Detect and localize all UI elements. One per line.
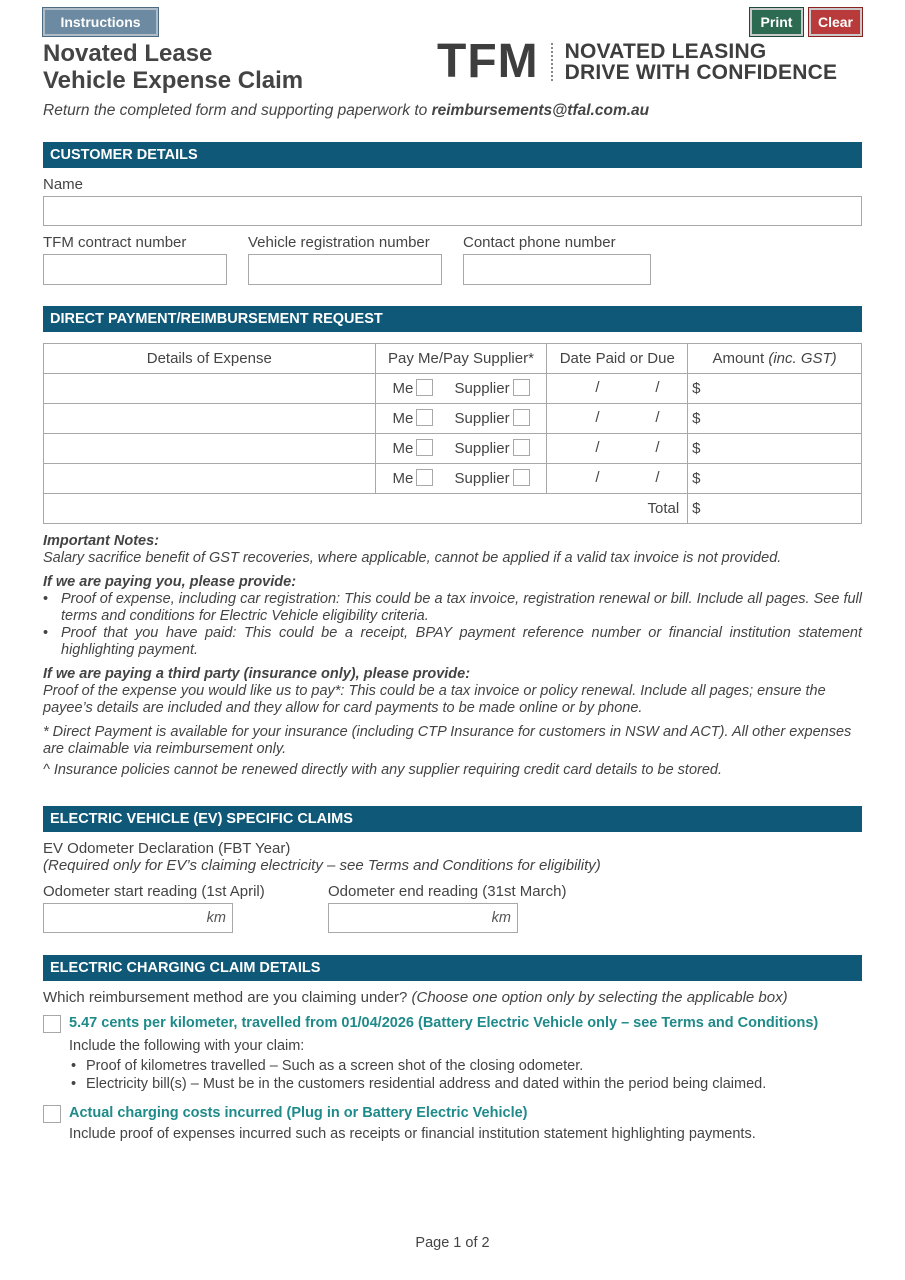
pay-cell xyxy=(375,464,547,494)
pay-you-heading: If we are paying you, please provide: xyxy=(43,574,297,590)
me-checkbox[interactable] xyxy=(416,439,433,456)
form-title xyxy=(43,40,303,94)
tagline-line-2: DRIVE WITH CONFIDENCE xyxy=(564,61,838,84)
print-button[interactable]: Print xyxy=(750,8,803,36)
option-actual-costs xyxy=(43,1105,61,1123)
expense-details-input[interactable] xyxy=(44,464,376,494)
date-input[interactable] xyxy=(547,404,688,434)
date-input[interactable] xyxy=(547,434,688,464)
date-separator: / xyxy=(655,469,660,486)
odometer-start-input[interactable] xyxy=(43,903,233,933)
per-km-option-label: 5.47 cents per kilometer, travelled from 01/04/2026 (Battery Electric Vehicle only – see Terms and Conditions) xyxy=(69,1015,819,1031)
currency-symbol: $ xyxy=(692,440,701,457)
phone-label: Contact phone number xyxy=(463,234,616,251)
important-notes-text: Salary sacrifice benefit of GST recoveries, where applicable, cannot be applied if a valid tax invoice is not provided. xyxy=(43,550,782,566)
pay-cell xyxy=(375,374,547,404)
ev-declaration-note: (Required only for EV’s claiming electricity – see Terms and Conditions for eligibility) xyxy=(43,857,601,874)
tagline-line-1: NOVATED LEASING xyxy=(564,40,767,63)
direct-payment-note: * Direct Payment is available for your insurance (including CTP Insurance for customers in NSW and ACT). All other expenses are claimable via reimbursement only. xyxy=(43,724,852,757)
date-separator: / xyxy=(655,379,660,396)
amount-input[interactable] xyxy=(688,464,862,494)
actual-costs-text: Include proof of expenses incurred such as receipts or financial institution statement highlighting payments. xyxy=(69,1126,756,1142)
ev-declaration-label: EV Odometer Declaration (FBT Year) xyxy=(43,840,291,857)
per-km-checkbox[interactable] xyxy=(43,1015,61,1033)
odometer-end-input[interactable] xyxy=(328,903,518,933)
name-label: Name xyxy=(43,176,84,193)
vehicle-rego-input[interactable] xyxy=(248,254,442,285)
expense-details-input[interactable] xyxy=(44,374,376,404)
pay-cell xyxy=(375,434,547,464)
currency-symbol: $ xyxy=(692,380,701,397)
table-row xyxy=(44,464,862,494)
date-separator: / xyxy=(655,439,660,456)
me-label: Me xyxy=(392,380,414,397)
important-notes-heading: Important Notes: xyxy=(43,533,159,549)
charging-claim-header: ELECTRIC CHARGING CLAIM DETAILS xyxy=(43,955,862,981)
supplier-checkbox[interactable] xyxy=(513,409,530,426)
list-item: • Electricity bill(s) – Must be in the customers residential address and dated within the period being claimed. xyxy=(69,1075,766,1093)
expense-table xyxy=(43,343,862,524)
col-amount-note: (inc. GST) xyxy=(768,350,837,367)
supplier-label: Supplier xyxy=(454,470,510,487)
expense-details-input[interactable] xyxy=(44,434,376,464)
third-party-heading: If we are paying a third party (insurance only), please provide: xyxy=(43,666,471,682)
per-km-requirements xyxy=(69,1057,766,1093)
return-email: reimbursements@tfal.com.au xyxy=(431,102,650,119)
pay-you-list xyxy=(43,591,862,659)
me-checkbox[interactable] xyxy=(416,379,433,396)
logo-tagline xyxy=(565,41,838,83)
amount-input[interactable] xyxy=(688,374,862,404)
title-line-1: Novated Lease xyxy=(43,40,213,67)
date-separator: / xyxy=(595,379,600,396)
supplier-checkbox[interactable] xyxy=(513,439,530,456)
me-checkbox[interactable] xyxy=(416,409,433,426)
name-input[interactable] xyxy=(43,196,862,226)
return-instructions xyxy=(43,102,649,120)
me-label: Me xyxy=(392,440,414,457)
ev-claims-header: ELECTRIC VEHICLE (EV) SPECIFIC CLAIMS xyxy=(43,806,862,832)
phone-input[interactable] xyxy=(463,254,651,285)
amount-input[interactable] xyxy=(688,434,862,464)
supplier-label: Supplier xyxy=(454,410,510,427)
date-input[interactable] xyxy=(547,464,688,494)
total-row xyxy=(44,494,862,524)
col-amount-label: Amount xyxy=(712,350,769,367)
total-amount-input[interactable] xyxy=(688,494,862,524)
logo-divider xyxy=(551,43,553,81)
date-separator: / xyxy=(595,469,600,486)
page-number: Page 1 of 2 xyxy=(415,1235,490,1251)
question-note: (Choose one option only by selecting the applicable box) xyxy=(411,989,788,1006)
list-item: • Proof of expense, including car registration: This could be a tax invoice, registration renewal or bill. Include all pages. See full terms and conditions for Electric Vehicle eligibility criteria. xyxy=(43,591,862,625)
amount-input[interactable] xyxy=(688,404,862,434)
odometer-end-label: Odometer end reading (31st March) xyxy=(328,883,567,900)
important-notes xyxy=(43,533,862,779)
title-line-2: Vehicle Expense Claim xyxy=(43,67,304,94)
question-text: Which reimbursement method are you claiming under? xyxy=(43,989,412,1006)
table-row xyxy=(44,404,862,434)
actual-costs-option-label: Actual charging costs incurred (Plug in or Battery Electric Vehicle) xyxy=(69,1105,528,1121)
contract-number-input[interactable] xyxy=(43,254,227,285)
me-label: Me xyxy=(392,470,414,487)
currency-symbol: $ xyxy=(692,470,701,487)
per-km-intro: Include the following with your claim: xyxy=(69,1038,305,1054)
total-label: Total xyxy=(44,494,688,524)
vehicle-rego-label: Vehicle registration number xyxy=(248,234,430,251)
date-separator: / xyxy=(595,439,600,456)
list-item: • Proof that you have paid: This could be a receipt, BPAY payment reference number or financial institution statement highlighting payment. xyxy=(43,625,862,659)
col-details-of-expense: Details of Expense xyxy=(44,344,376,374)
currency-symbol: $ xyxy=(692,500,701,517)
option-per-km xyxy=(43,1015,61,1033)
table-row xyxy=(44,434,862,464)
date-separator: / xyxy=(655,409,660,426)
clear-button[interactable]: Clear xyxy=(809,8,862,36)
supplier-checkbox[interactable] xyxy=(513,469,530,486)
date-input[interactable] xyxy=(547,374,688,404)
table-header-row xyxy=(44,344,862,374)
date-separator: / xyxy=(595,409,600,426)
pay-cell xyxy=(375,404,547,434)
payment-request-header: DIRECT PAYMENT/REIMBURSEMENT REQUEST xyxy=(43,306,862,332)
col-date-paid: Date Paid or Due xyxy=(547,344,688,374)
actual-costs-checkbox[interactable] xyxy=(43,1105,61,1123)
instructions-button[interactable]: Instructions xyxy=(43,8,158,36)
list-item: • Proof of kilometres travelled – Such as a screen shot of the closing odometer. xyxy=(69,1057,766,1075)
insurance-note: ^ Insurance policies cannot be renewed directly with any supplier requiring credit card details to be stored. xyxy=(43,762,723,778)
col-amount xyxy=(688,344,862,374)
third-party-text: Proof of the expense you would like us to pay*: This could be a tax invoice or policy renewal. Include all pages; ensure the payee’s details are included and they allow for card payments to be made online or by phone. xyxy=(43,683,826,716)
customer-details-header: CUSTOMER DETAILS xyxy=(43,142,862,168)
expense-details-input[interactable] xyxy=(44,404,376,434)
currency-symbol: $ xyxy=(692,410,701,427)
me-label: Me xyxy=(392,410,414,427)
unit-km: km xyxy=(206,910,226,926)
logo-wordmark: TFM xyxy=(437,35,539,88)
contract-number-label: TFM contract number xyxy=(43,234,187,251)
supplier-label: Supplier xyxy=(454,380,510,397)
unit-km: km xyxy=(491,910,511,926)
table-row xyxy=(44,374,862,404)
supplier-checkbox[interactable] xyxy=(513,379,530,396)
odometer-start-label: Odometer start reading (1st April) xyxy=(43,883,265,900)
tfm-logo xyxy=(437,35,838,88)
reimbursement-question xyxy=(43,989,788,1006)
col-pay-me-supplier: Pay Me/Pay Supplier* xyxy=(375,344,547,374)
me-checkbox[interactable] xyxy=(416,469,433,486)
return-text: Return the completed form and supporting paperwork to xyxy=(43,102,432,119)
supplier-label: Supplier xyxy=(454,440,510,457)
